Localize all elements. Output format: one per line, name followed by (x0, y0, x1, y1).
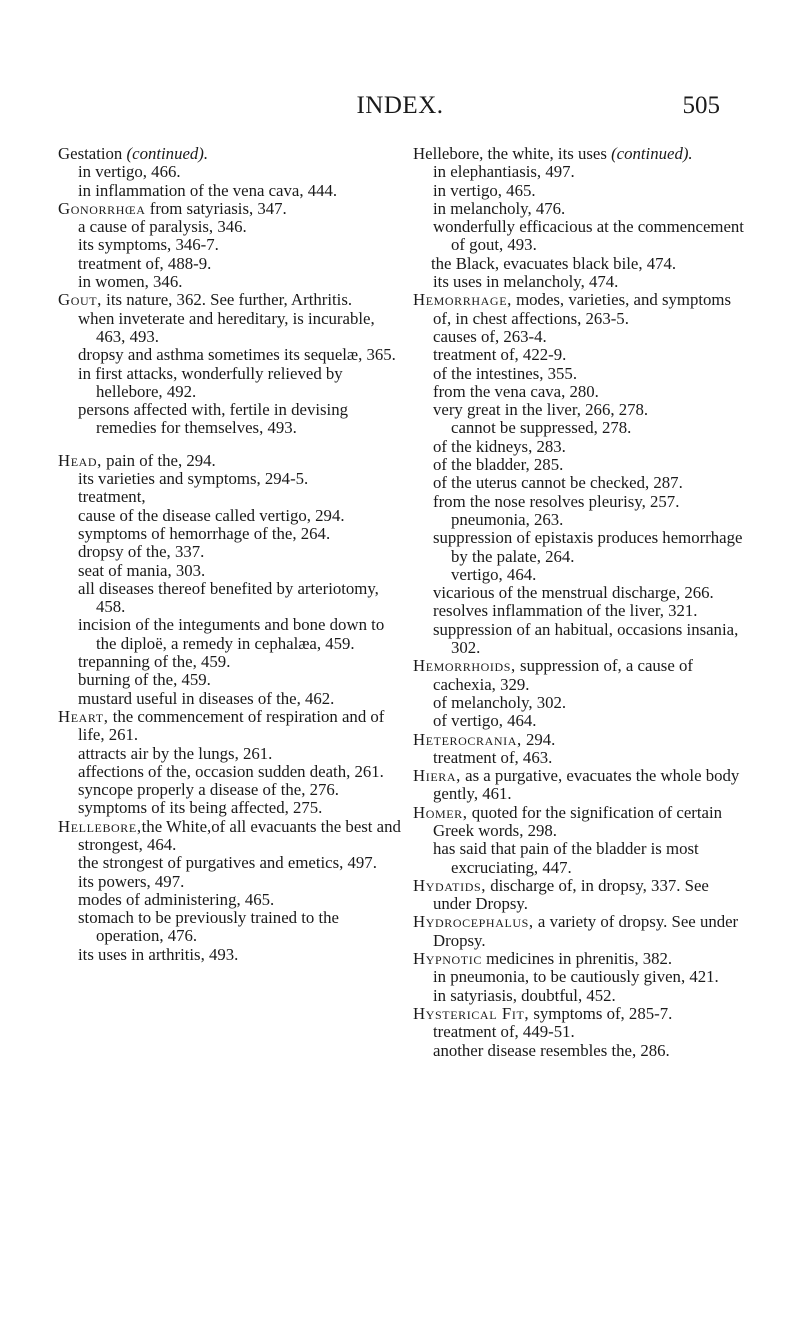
index-entry-heterocrania (413, 731, 749, 749)
subentry: another disease resembles the, 286. (433, 1040, 670, 1060)
subentry: in women, 346. (78, 272, 183, 292)
subentry: suppression of an habitual, occasions insania, 302. (433, 619, 739, 658)
subentry: wonderfully efficacious at the commencement of gout, 493. (433, 217, 744, 255)
index-entry-hemorrhage (413, 291, 749, 328)
page-header (0, 92, 800, 122)
subentry: all diseases thereof benefited by arteriotomy, 458. (78, 578, 379, 617)
subentry: its varieties and symptoms, 294-5. (78, 469, 309, 489)
subentry: symptoms of its being affected, 275. (78, 798, 323, 818)
subentry: of vertigo, 464. (433, 711, 537, 731)
subentry: stomach to be previously trained to the operation, 476. (78, 908, 339, 946)
entry-text: its nature, 362. See further, Arthritis. (101, 290, 353, 310)
subentry: pneumonia, 263. (451, 509, 564, 529)
subentry: dropsy of the, 337. (78, 542, 205, 562)
subentry: very great in the liver, 266, 278. (433, 400, 649, 420)
page-number: 505 (682, 92, 720, 119)
subentry: modes of administering, 465. (78, 889, 275, 909)
subentry: mustard useful in diseases of the, 462. (78, 688, 335, 708)
entry-heading: Hypnotic (413, 949, 482, 969)
subentry: in first attacks, wonderfully relieved by hellebore, 492. (78, 363, 343, 401)
subentry: treatment of, 449-51. (433, 1022, 575, 1042)
subentry: seat of mania, 303. (78, 560, 206, 580)
index-entry-hypnotic (413, 950, 749, 968)
subentry: symptoms of hemorrhage of the, 264. (78, 523, 331, 543)
entry-text: medicines in phrenitis, 382. (481, 949, 673, 969)
subentry: cannot be suppressed, 278. (451, 418, 632, 438)
subentry: resolves inflammation of the liver, 321. (433, 601, 698, 621)
entry-text: discharge of, in dropsy, 337. See under Dropsy. (433, 875, 709, 914)
subentry: affections of the, occasion sudden death, 261. (78, 761, 384, 781)
subentry-black-hellebore: the Black, evacuates black bile, 474. (431, 253, 677, 273)
subentry: suppression of epistaxis produces hemorrhage by the palate, 264. (433, 528, 743, 566)
subentry: of the bladder, 285. (433, 455, 564, 475)
entry-heading: Head, (58, 450, 102, 470)
entry-text: suppression of, a cause of cachexia, 329. (433, 656, 693, 694)
entry-heading: Hellebore, (58, 816, 142, 836)
entry-heading: Gout, (58, 290, 102, 310)
entry-heading: Heterocrania, (413, 729, 522, 749)
subentry: burning of the, 459. (78, 670, 211, 690)
subentry: in elephantiasis, 497. (433, 162, 575, 182)
subentry: in melancholy, 476. (433, 198, 566, 218)
subentry: in inflammation of the vena cava, 444. (78, 180, 338, 200)
subentry: in pneumonia, to be cautiously given, 421. (433, 967, 719, 987)
subentry: cause of the disease called vertigo, 294. (78, 505, 345, 525)
continued-note: (continued). (611, 144, 693, 163)
entry-heading: Hemorrhage, (413, 290, 512, 310)
subentry: its uses in arthritis, 493. (78, 944, 239, 964)
entry-text: a variety of dropsy. See under Dropsy. (433, 912, 739, 950)
entry-text: modes, varieties, and symptoms of, in chest affections, 263-5. (433, 290, 731, 328)
subentry: in vertigo, 466. (78, 162, 181, 182)
index-entry-hemorrhoids (413, 657, 749, 694)
subentry: the strongest of purgatives and emetics, 497. (78, 853, 377, 873)
page-title: INDEX. (356, 92, 444, 119)
subentry: syncope properly a disease of the, 276. (78, 780, 339, 800)
entry-heading: Hydatids, (413, 875, 487, 895)
subentry: in vertigo, 465. (433, 180, 536, 200)
entry-text: pain of the, 294. (101, 450, 216, 470)
index-entry-hellebore (58, 818, 402, 855)
subentry: treatment of, 422-9. (433, 345, 567, 365)
subentry: of melancholy, 302. (433, 692, 567, 712)
subentry: when inveterate and hereditary, is incurable, 463, 493. (78, 308, 375, 346)
entry-heading: Homer, (413, 802, 468, 822)
subentry: vertigo, 464. (451, 564, 537, 584)
subentry: persons affected with, fertile in devising remedies for themselves, 493. (78, 400, 348, 438)
entry-text: the White,of all evacuants the best and strongest, 464. (78, 816, 401, 854)
subentry: treatment of, 488-9. (78, 253, 212, 273)
index-entry-hydatids (413, 877, 749, 914)
left-column (58, 145, 402, 964)
entry-heading: Hiera, (413, 766, 461, 786)
index-entry-head (58, 452, 402, 470)
index-entry-hydrocephalus (413, 913, 749, 950)
subentry: its powers, 497. (78, 871, 185, 891)
subentry: treatment of, 463. (433, 747, 553, 767)
subentry: trepanning of the, 459. (78, 652, 231, 672)
subentry: dropsy and asthma sometimes its sequelæ, 365. (78, 345, 396, 365)
index-entry-hysterical-fit (413, 1005, 749, 1023)
index-entry-homer (413, 804, 749, 841)
subentry: of the kidneys, 283. (433, 436, 566, 456)
entry-heading: Hemorrhoids, (413, 656, 516, 676)
subentry: has said that pain of the bladder is most excruciating, 447. (433, 839, 699, 877)
entry-text: the commencement of respiration and of life, 261. (78, 706, 385, 745)
entry-heading: Hysterical Fit, (413, 1003, 530, 1023)
entry-text: as a purgative, evacuates the whole body gently, 461. (433, 766, 740, 804)
entry-text: from satyriasis, 347. (145, 198, 287, 218)
subentry: a cause of paralysis, 346. (78, 217, 247, 237)
subentry: of the intestines, 355. (433, 363, 578, 383)
index-entry-hellebore-white (413, 145, 749, 163)
entry-heading: Hellebore, the white, its uses (413, 144, 607, 163)
index-entry-gonorrhoea (58, 200, 402, 218)
subentry: incision of the integuments and bone down to the diploë, a remedy in cephalæa, 459. (78, 615, 385, 653)
subentry: its uses in melancholy, 474. (433, 272, 619, 292)
subentry: its symptoms, 346-7. (78, 235, 219, 255)
continued-note: (continued). (126, 144, 209, 163)
entry-heading: Gonorrhœa (58, 198, 146, 218)
entry-heading: Hydrocephalus, (413, 912, 534, 932)
subentry: vicarious of the menstrual discharge, 266. (433, 583, 714, 603)
entry-text: quoted for the signification of certain Greek words, 298. (433, 802, 723, 840)
subentry: of the uterus cannot be checked, 287. (433, 473, 683, 493)
entry-text: symptoms of, 285-7. (529, 1003, 673, 1023)
subentry: from the vena cava, 280. (433, 381, 599, 401)
entry-text: 294. (521, 729, 556, 749)
right-column (413, 145, 749, 1060)
entry-heading: Heart, (58, 706, 109, 726)
subentry: from the nose resolves pleurisy, 257. (433, 491, 680, 511)
entry-heading: Gestation (58, 144, 123, 163)
index-entry-heart (58, 708, 402, 745)
subentry: treatment, (78, 487, 146, 507)
subentry: attracts air by the lungs, 261. (78, 743, 273, 763)
subentry: causes of, 263-4. (433, 326, 547, 346)
index-entry-gout (58, 291, 402, 309)
index-entry-gestation (58, 145, 402, 163)
subentry: in satyriasis, doubtful, 452. (433, 985, 616, 1005)
index-entry-hiera (413, 767, 749, 804)
